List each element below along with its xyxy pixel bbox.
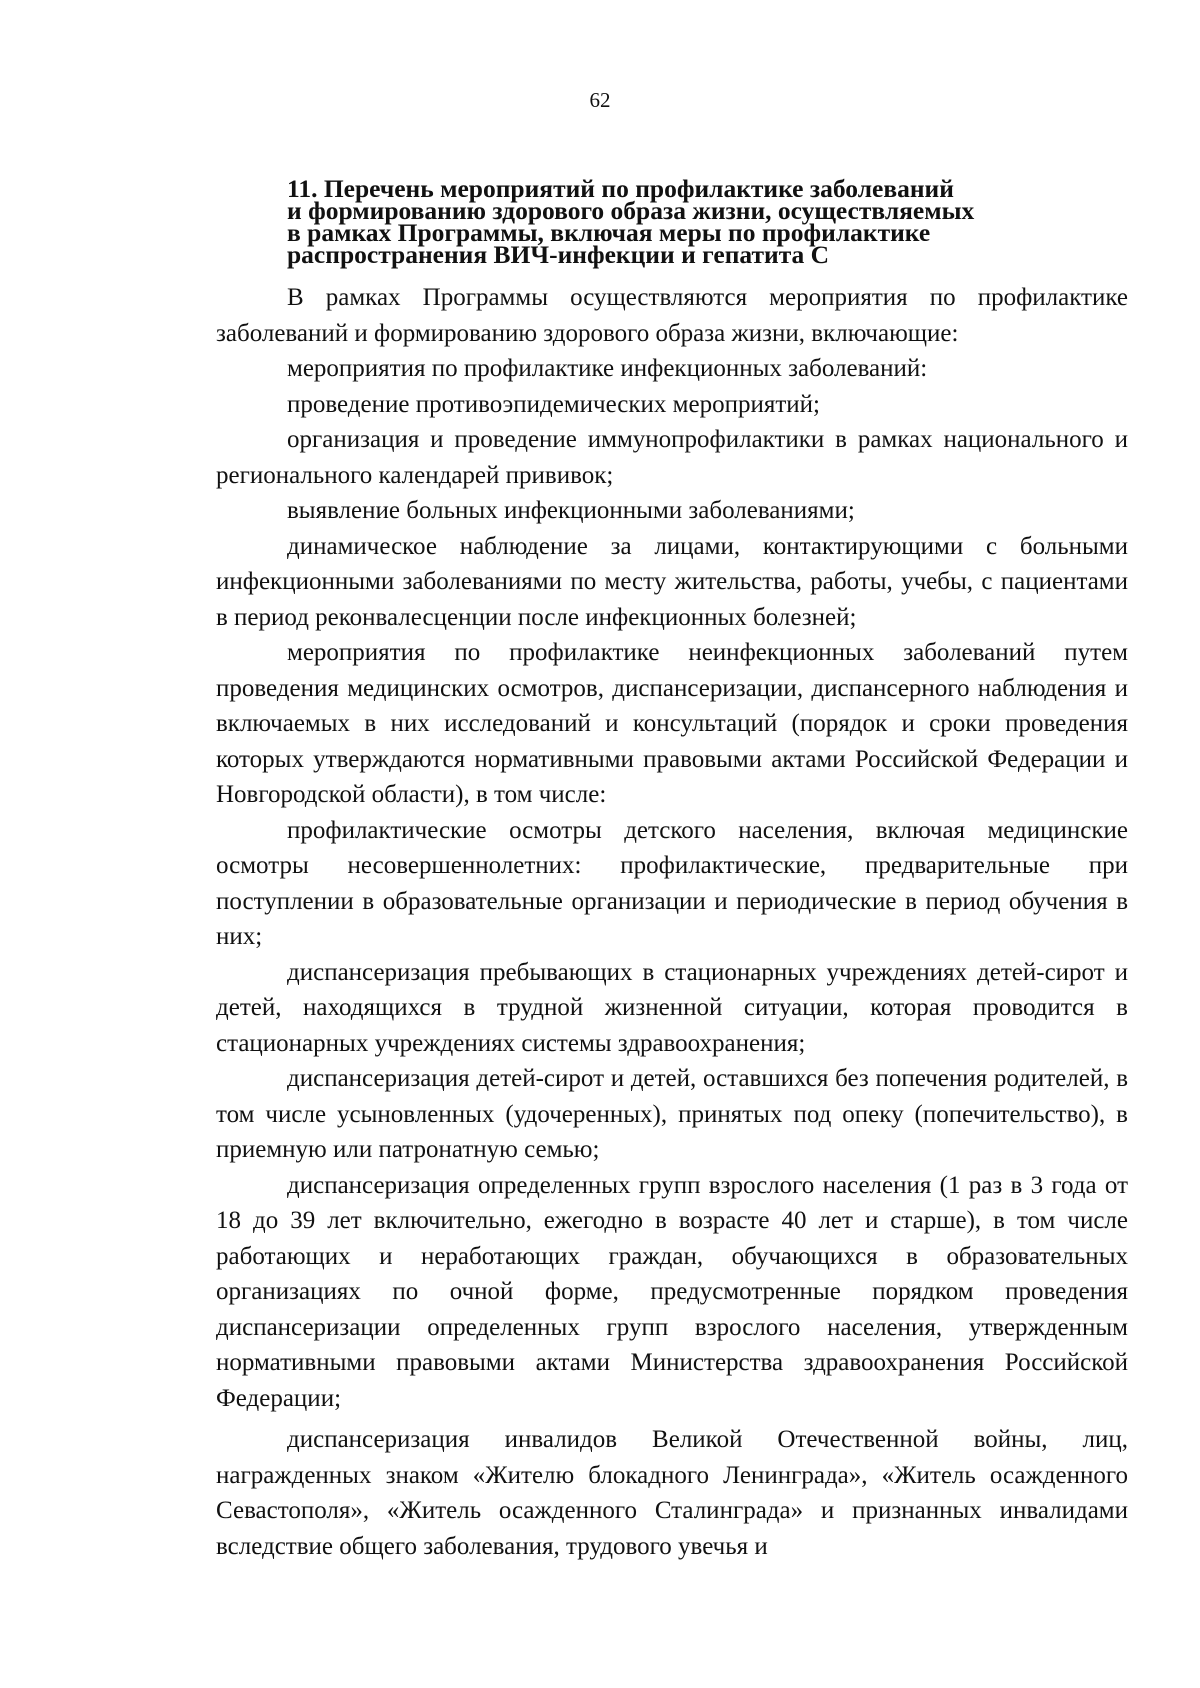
paragraph: диспансеризация пребывающих в стационарных учреждениях детей-сирот и детей, находящихся в трудной жизненной ситуации, которая проводится в стационарных учреждениях системы здравоохранения; <box>216 958 1128 1057</box>
heading-line: распространения ВИЧ-инфекции и гепатита С <box>287 240 830 269</box>
paragraph: диспансеризация детей-сирот и детей, оставшихся без попечения родителей, в том числе усыновленных (удочеренных), принятых под опеку (попечительство), в приемную или патронатную семью; <box>216 1065 1128 1163</box>
paragraph: организация и проведение иммунопрофилактики в рамках национального и регионального календарей прививок; <box>216 426 1128 489</box>
section-heading <box>287 174 1047 269</box>
paragraph: профилактические осмотры детского населения, включая медицинские осмотры несовершеннолетних: профилактические, предварительные при поступлении в образовательные организации и периодические в период обучения в них; <box>216 816 1128 950</box>
heading-line: 11. Перечень мероприятий по профилактике заболеваний <box>287 174 954 203</box>
paragraph: В рамках Программы осуществляются мероприятия по профилактике заболеваний и формированию здорового образа жизни, включающие: <box>216 284 1128 347</box>
body-text <box>216 280 1128 1564</box>
paragraph: мероприятия по профилактике неинфекционных заболеваний путем проведения медицинских осмотров, диспансеризации, диспансерного наблюдения и включаемых в них исследований и консультаций (порядок и сроки проведения которых утверждаются нормативными правовыми актами Российской Федерации и Новгородской области), в том числе: <box>216 639 1128 808</box>
heading-line: в рамках Программы, включая меры по профилактике <box>287 218 931 247</box>
page-number: 62 <box>589 88 611 112</box>
paragraph: динамическое наблюдение за лицами, контактирующими с больными инфекционными заболеваниями по месту жительства, работы, учебы, с пациентами в период реконвалесценции после инфекционных болезней; <box>216 532 1128 631</box>
paragraph: мероприятия по профилактике инфекционных заболеваний: <box>287 355 928 382</box>
paragraph: диспансеризация инвалидов Великой Отечественной войны, лиц, награжденных знаком «Жителю блокадного Ленинграда», «Житель осажденного Севастополя», «Житель осажденного Сталинграда» и признанных инвалидами вследствие общего заболевания, трудового увечья и <box>216 1426 1128 1560</box>
paragraph: проведение противоэпидемических мероприятий; <box>287 390 820 418</box>
paragraph: выявление больных инфекционными заболеваниями; <box>287 497 855 524</box>
paragraph: диспансеризация определенных групп взрослого населения (1 раз в 3 года от 18 до 39 лет включительно, ежегодно в возрасте 40 лет и старше), в том числе работающих и неработающих граждан, обучающихся в образовательных организациях по очной форме, предусмотренные порядком проведения диспансеризации определенных групп взрослого населения, утвержденным нормативными правовыми актами Министерства здравоохранения Российской Федерации; <box>216 1171 1128 1412</box>
heading-line: и формированию здорового образа жизни, осуществляемых <box>287 196 975 225</box>
